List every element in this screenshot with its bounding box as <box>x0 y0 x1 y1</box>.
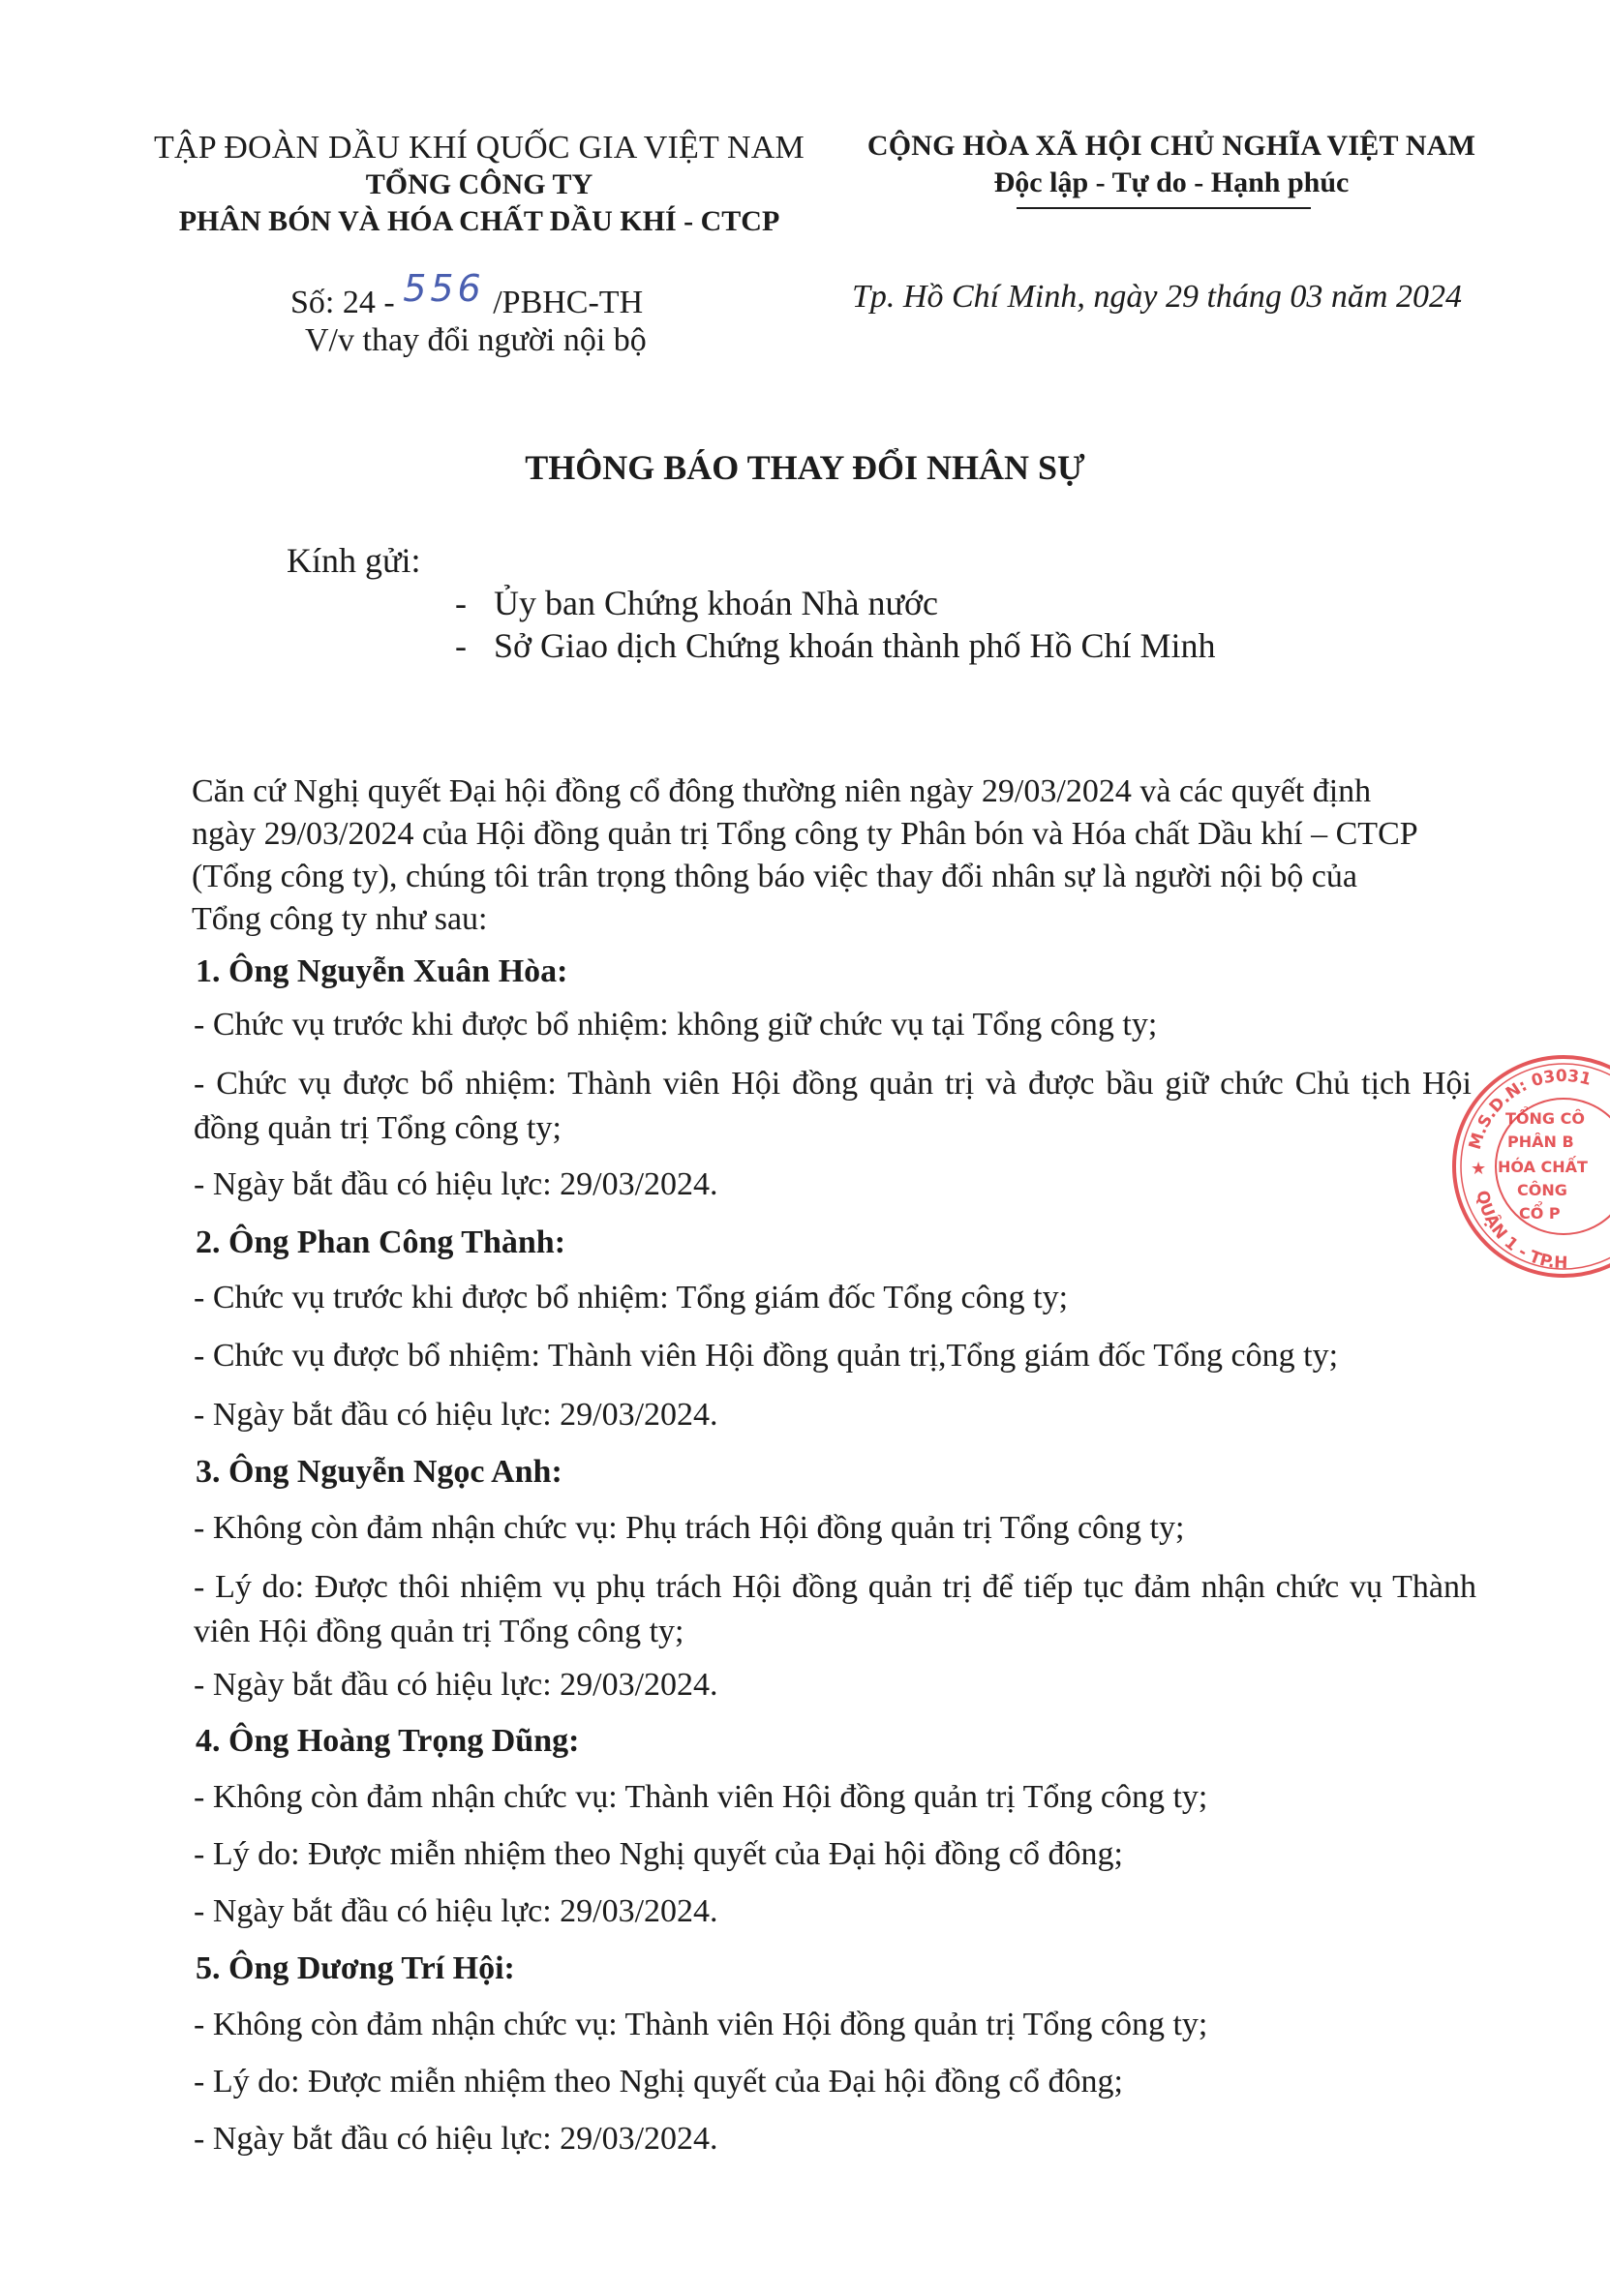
section-line: - Chức vụ được bổ nhiệm: Thành viên Hội đồng quản trị,Tổng giám đốc Tổng công ty; <box>194 1338 1339 1374</box>
intro-paragraph <box>192 770 1474 941</box>
seal-inner-line: TỔNG CÔ <box>1505 1109 1585 1128</box>
section-line: - Không còn đảm nhận chức vụ: Phụ trách Hội đồng quản trị Tổng công ty; <box>194 1510 1185 1546</box>
recipient-text: Sở Giao dịch Chứng khoán thành phố Hồ Chí Minh <box>494 626 1216 665</box>
section-line: - Chức vụ được bổ nhiệm: Thành viên Hội đồng quản trị và được bầu giữ chức Chủ tịch Hội đồng quản trị Tổng công ty; <box>194 1066 1472 1146</box>
issuer-company-line1: TỔNG CÔNG TY <box>365 168 593 200</box>
seal-inner-line: PHÂN B <box>1507 1133 1574 1151</box>
section-line: - Chức vụ trước khi được bổ nhiệm: không giữ chức vụ tại Tổng công ty; <box>194 1007 1158 1042</box>
document-number <box>290 267 644 321</box>
section-title: 3. Ông Nguyễn Ngọc Anh: <box>196 1454 562 1490</box>
recipient-item <box>455 583 938 623</box>
section-line: - Ngày bắt đầu có hiệu lực: 29/03/2024. <box>194 1397 718 1433</box>
recipient-text: Ủy ban Chứng khoán Nhà nước <box>494 584 938 622</box>
recipient-dash: - <box>455 626 467 665</box>
section-line: - Ngày bắt đầu có hiệu lực: 29/03/2024. <box>194 1667 718 1703</box>
issuer-company-line2: PHÂN BÓN VÀ HÓA CHẤT DẦU KHÍ - CTCP <box>178 205 780 237</box>
intro-line: (Tổng công ty), chúng tôi trân trọng thông báo việc thay đổi nhân sự là người nội bộ của <box>192 859 1357 894</box>
recipients-label: Kính gửi: <box>287 541 421 580</box>
section-line: - Ngày bắt đầu có hiệu lực: 29/03/2024. <box>194 1166 718 1202</box>
section-title: 4. Ông Hoàng Trọng Dũng: <box>196 1723 580 1759</box>
handwritten-number: 556 <box>403 267 485 310</box>
place-date: Tp. Hồ Chí Minh, ngày 29 tháng 03 năm 2024 <box>852 279 1462 315</box>
section-title: 1. Ông Nguyễn Xuân Hòa: <box>196 953 568 989</box>
seal-star: ★ <box>1471 1159 1487 1179</box>
seal-inner-line: CỔ P <box>1519 1204 1561 1223</box>
document-title: THÔNG BÁO THAY ĐỔI NHÂN SỰ <box>525 448 1085 487</box>
national-title: CỘNG HÒA XÃ HỘI CHỦ NGHĨA VIỆT NAM <box>866 130 1476 162</box>
intro-line: Tổng công ty như sau: <box>192 901 488 937</box>
section-line: - Không còn đảm nhận chức vụ: Thành viên Hội đồng quản trị Tổng công ty; <box>194 2007 1208 2042</box>
national-header <box>842 130 1501 199</box>
section-title: 5. Ông Dương Trí Hội: <box>196 1950 515 1986</box>
document-number-suffix: /PBHC-TH <box>493 285 644 320</box>
section-line: - Lý do: Được thôi nhiệm vụ phụ trách Hội đồng quản trị để tiếp tục đảm nhận chức vụ Thành viên Hội đồng quản trị Tổng công ty; <box>194 1569 1476 1649</box>
national-motto: Độc lập - Tự do - Hạnh phúc <box>993 166 1350 198</box>
svg-text:QUẬN 1 - TP.H <box>1473 1189 1568 1273</box>
section-line: - Chức vụ trước khi được bổ nhiệm: Tổng giám đốc Tổng công ty; <box>194 1280 1069 1315</box>
motto-underline <box>1017 207 1311 209</box>
seal-ring-bottom: QUẬN 1 - TP.H <box>1472 1189 1568 1274</box>
seal-inner-line: CÔNG <box>1517 1181 1567 1199</box>
section-line: - Ngày bắt đầu có hiệu lực: 29/03/2024. <box>194 2121 718 2157</box>
issuer-header <box>145 130 813 238</box>
recipient-dash: - <box>455 584 467 622</box>
intro-line: Căn cứ Nghị quyết Đại hội đồng cổ đông thường niên ngày 29/03/2024 và các quyết định <box>192 773 1372 809</box>
section-line: - Lý do: Được miễn nhiệm theo Nghị quyết của Đại hội đồng cổ đông; <box>194 1836 1123 1872</box>
document-subject: V/v thay đổi người nội bộ <box>305 322 647 358</box>
company-seal <box>1447 1050 1610 1283</box>
section-title: 2. Ông Phan Công Thành: <box>196 1224 566 1260</box>
document-number-prefix: Số: 24 - <box>290 285 395 320</box>
issuer-parent-org: TẬP ĐOÀN DẦU KHÍ QUỐC GIA VIỆT NAM <box>154 130 805 166</box>
recipient-item <box>455 625 1216 666</box>
section-line: - Ngày bắt đầu có hiệu lực: 29/03/2024. <box>194 1893 718 1929</box>
seal-ring-text: M.S.D.N: 03031 <box>1465 1066 1594 1152</box>
section-line: - Không còn đảm nhận chức vụ: Thành viên Hội đồng quản trị Tổng công ty; <box>194 1779 1208 1815</box>
section-line: - Lý do: Được miễn nhiệm theo Nghị quyết của Đại hội đồng cổ đông; <box>194 2064 1123 2100</box>
intro-line: ngày 29/03/2024 của Hội đồng quản trị Tổng công ty Phân bón và Hóa chất Dầu khí – CTCP <box>192 816 1418 852</box>
seal-inner-line: HÓA CHẤT <box>1498 1158 1588 1176</box>
